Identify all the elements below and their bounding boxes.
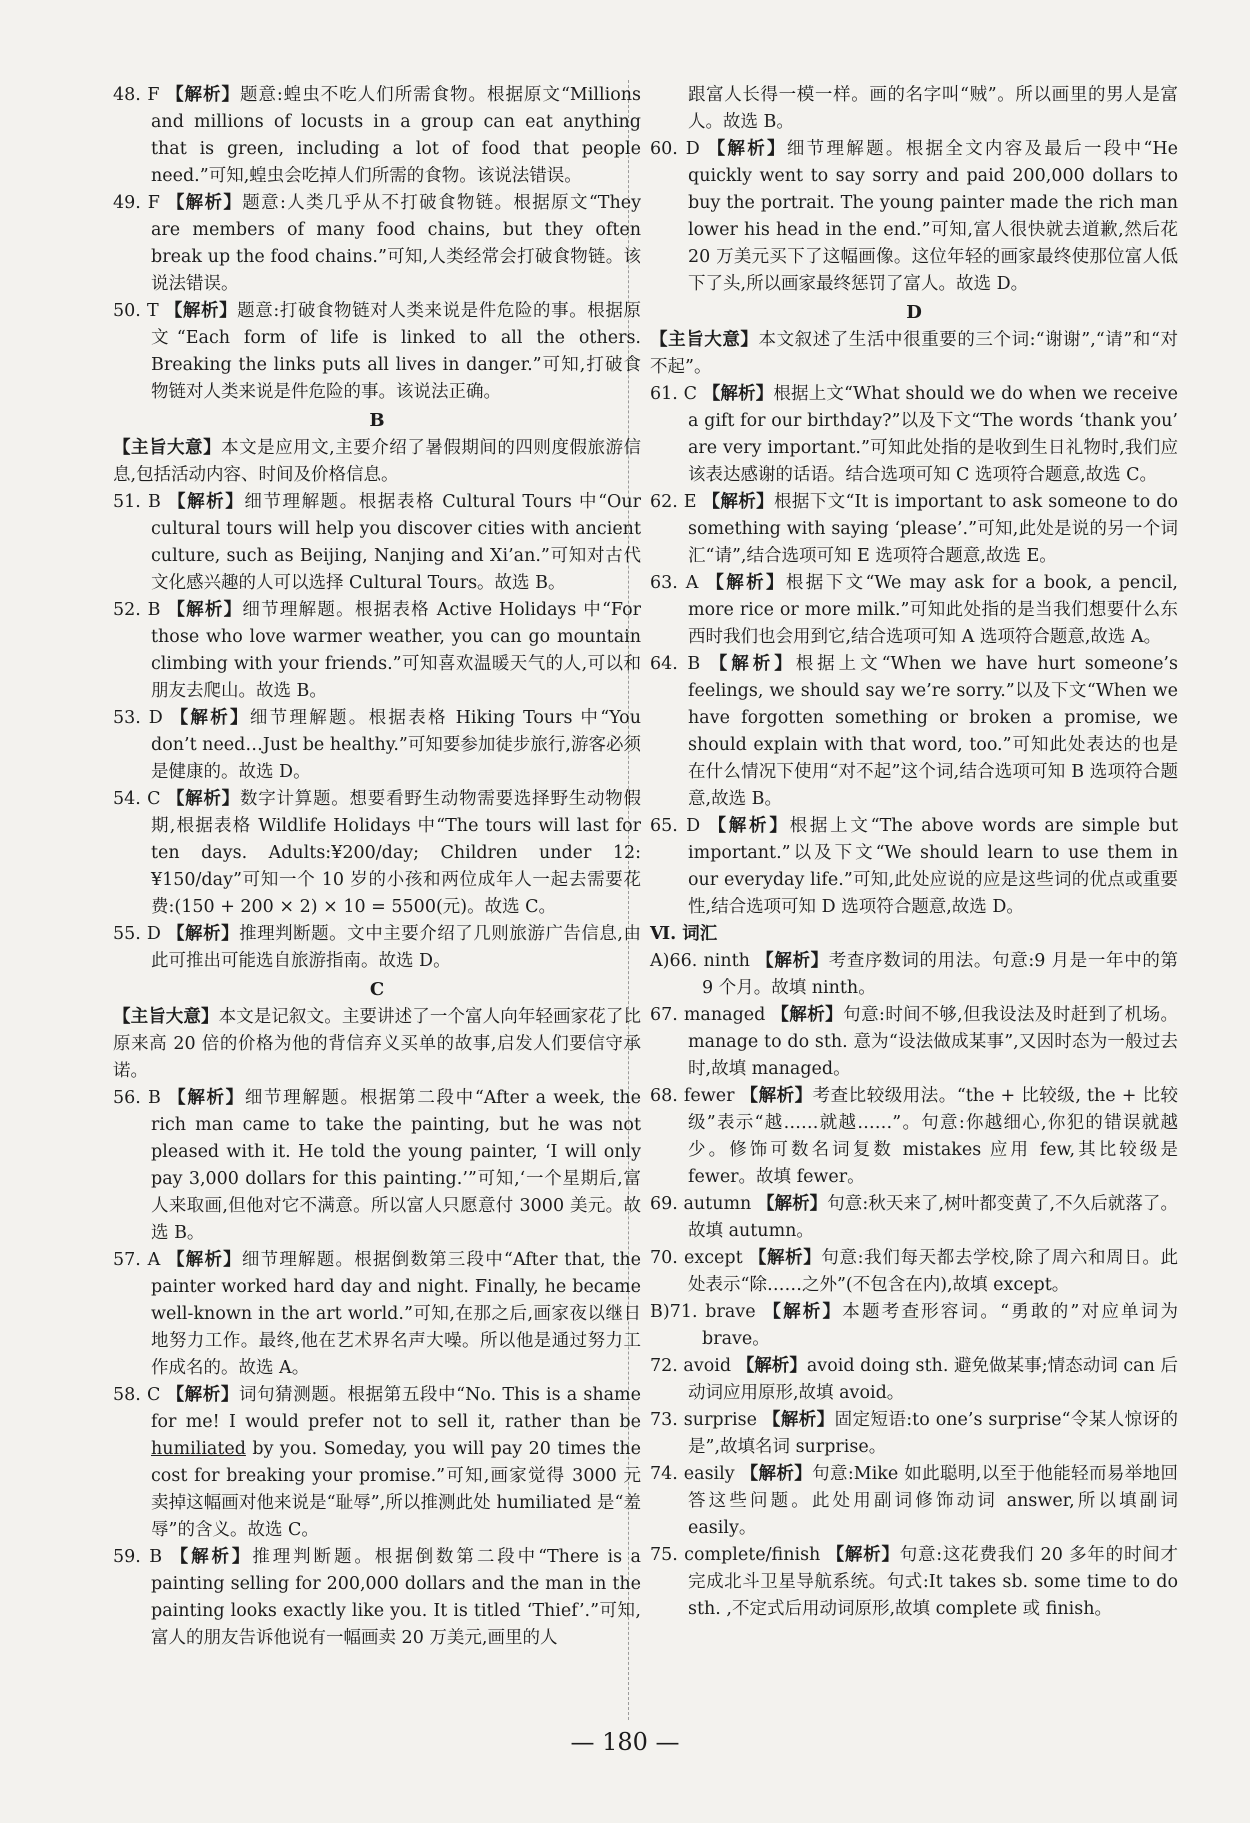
answer-58: 58. C 【解析】词句猜测题。根据第五段中“No. This is a shame for me! I would prefer not to sell it, rather than be humiliated by you. Someday, you will pay 20 times the cost for breaking your promise.”可知,画家觉得 3000 元卖掉这幅画对他来说是“耻辱”,所以推测此处 humiliated 是“羞辱”的含义。故选 C。 xyxy=(113,1385,642,1540)
summary-c: 【主旨大意】本文是记叙文。主要讲述了一个富人向年轻画家花了比原来高 20 倍的价格为他的背信弃义买单的故事,启发人们要信守承诺。 xyxy=(113,1007,642,1081)
section-heading-c: C xyxy=(369,979,385,1000)
answer-48: 48. F 【解析】题意:蝗虫不吃人们所需食物。根据原文“Millions and millions of locusts in a group can eat anything that is green, including a lot of food that people need.”可知,蝗虫会吃掉人们所需的食物。该说法错误。 xyxy=(113,85,641,186)
left-column xyxy=(113,82,641,1652)
answer-57: 57. A 【解析】细节理解题。根据倒数第三段中“After that, the painter worked hard day and night. Finally, he became well-known in the art world.”可知,在那之后,画家夜以继日地努力工作。最终,他在艺术界名声大噪。所以他是通过努力工作成名的。故选 A。 xyxy=(113,1250,641,1378)
answer-56: 56. B 【解析】细节理解题。根据第二段中“After a week, the rich man came to take the painting, but he was not pleased with it. He told the young painter, ‘I will only pay 3,000 dollars for this painting.’”可知,‘一个星期后,富人来取画,但他对它不满意。所以富人只愿意付 3000 美元。故选 B。 xyxy=(113,1088,641,1243)
answer-51: 51. B 【解析】细节理解题。根据表格 Cultural Tours 中“Our cultural tours will help you discover cities with ancient culture, such as Beijing, Nanjing and Xi’an.”可知对古代文化感兴趣的人可以选择 Cultural Tours。故选 B。 xyxy=(113,492,641,593)
answer-65: 65. D 【解析】根据上文“The above words are simple but important.”以及下文“We should learn to use them in our everyday life.”可知,此处应说的应是这些词的优点或重要性,结合选项可知 D 选项符合题意,故选 D。 xyxy=(650,816,1178,917)
summary-b: 【主旨大意】本文是应用文,主要介绍了暑假期间的四则度假旅游信息,包括活动内容、时间及价格信息。 xyxy=(113,438,642,485)
answer-53: 53. D 【解析】细节理解题。根据表格 Hiking Tours 中“You don’t need…Just be healthy.”可知要参加徒步旅行,游客必须是健康的。故选 D。 xyxy=(113,708,641,782)
section-heading-d: D xyxy=(906,302,922,323)
answer-50: 50. T 【解析】题意:打破食物链对人类来说是件危险的事。根据原文“Each form of life is linked to all the others. Breaking the links puts all lives in danger.”可知,打破食物链对人类来说是件危险的事。该说法正确。 xyxy=(113,301,641,402)
answer-69: 69. autumn 【解析】句意:秋天来了,树叶都变黄了,不久后就落了。故填 autumn。 xyxy=(650,1194,1178,1241)
answer-61: 61. C 【解析】根据上文“What should we do when we receive a gift for our birthday?”以及下文“The words ‘thank you’ are very important.”可知此处指的是收到生日礼物时,我们应该表达感谢的话语。结合选项可知 C 选项符合题意,故选 C。 xyxy=(650,384,1178,485)
underlined-word: humiliated xyxy=(151,1439,246,1459)
section-title-vocabulary: Ⅵ. 词汇 xyxy=(650,924,718,944)
answer-62: 62. E 【解析】根据下文“It is important to ask someone to do something with saying ‘please’.”可知,此处是说的另一个词汇“请”,结合选项可知 E 选项符合题意,故选 E。 xyxy=(650,492,1179,566)
answer-72: 72. avoid 【解析】avoid doing sth. 避免做某事;情态动词 can 后动词应用原形,故填 avoid。 xyxy=(650,1356,1178,1403)
answer-70: 70. except 【解析】句意:我们每天都去学校,除了周六和周日。此处表示“除……之外”(不包含在内),故填 except。 xyxy=(650,1248,1178,1295)
page-number: — 180 — xyxy=(570,1728,680,1756)
answer-73: 73. surprise 【解析】固定短语:to one’s surprise“令某人惊讶的是”,故填名词 surprise。 xyxy=(650,1410,1178,1457)
answer-63: 63. A 【解析】根据下文“We may ask for a book, a pencil, more rice or more milk.”可知此处指的是当我们想要什么东西时我们也会用到它,结合选项可知 A 选项符合题意,故选 A。 xyxy=(650,573,1178,647)
answer-68: 68. fewer 【解析】考查比较级用法。“the + 比较级, the + 比较级”表示“越……就越……”。句意:你越细心,你犯的错误就越少。修饰可数名词复数 mistakes 应用 few,其比较级是 fewer。故填 fewer。 xyxy=(650,1086,1178,1187)
answer-54: 54. C 【解析】数字计算题。想要看野生动物需要选择野生动物假期,根据表格 Wildlife Holidays 中“The tours will last for ten days. Adults:¥200/day; Children under 12:¥150/day”可知一个 10 岁的小孩和两位成年人一起去需要花费:(150 + 200 × 2) × 10 = 5500(元)。故选 C。 xyxy=(113,789,641,917)
summary-d: 【主旨大意】本文叙述了生活中很重要的三个词:“谢谢”,“请”和“对不起”。 xyxy=(650,330,1178,377)
answer-64: 64. B 【解析】根据上文“When we have hurt someone’s feelings, we should say we’re sorry.”以及下文“When we have forgotten something or broken a promise, we should explain with that word, too.”可知此处表达的也是在什么情况下使用“对不起”这个词,结合选项可知 B 选项符合题意,故选 B。 xyxy=(650,654,1178,809)
answer-67: 67. managed 【解析】句意:时间不够,但我设法及时赶到了机场。manage to do sth. 意为“设法做成某事”,又因时态为一般过去时,故填 managed。 xyxy=(650,1005,1179,1079)
answer-59: 59. B 【解析】推理判断题。根据倒数第二段中“There is a painting selling for 200,000 dollars and the man in the painting looks exactly like you. It is titled ‘Thief’.”可知,富人的朋友告诉他说有一幅画卖 20 万美元,画里的人 xyxy=(113,1547,641,1648)
section-heading-b: B xyxy=(369,410,385,431)
answer-66: A)66. ninth 【解析】考查序数词的用法。句意:9 月是一年中的第 9 个月。故填 ninth。 xyxy=(650,951,1178,998)
answer-60: 60. D 【解析】细节理解题。根据全文内容及最后一段中“He quickly went to say sorry and paid 200,000 dollars to buy the portrait. The young painter made the rich man lower his head in the end.”可知,富人很快就去道歉,然后花 20 万美元买下了这幅画像。这位年轻的画家最终使那位富人低下了头,所以画家最终惩罚了富人。故选 D。 xyxy=(650,139,1178,294)
answer-55: 55. D 【解析】推理判断题。文中主要介绍了几则旅游广告信息,由此可推出可能选自旅游指南。故选 D。 xyxy=(113,924,641,971)
answer-59-continued: 跟富人长得一模一样。画的名字叫“贼”。所以画里的男人是富人。故选 B。 xyxy=(688,85,1178,132)
right-column xyxy=(650,82,1178,1623)
answer-71: B)71. brave 【解析】本题考查形容词。“勇敢的”对应单词为 brave。 xyxy=(650,1302,1178,1349)
answer-75: 75. complete/finish 【解析】句意:这花费我们 20 多年的时间才完成北斗卫星导航系统。句式:It takes sb. some time to do sth. ,不定式后用动词原形,故填 complete 或 finish。 xyxy=(650,1545,1178,1619)
answer-52: 52. B 【解析】细节理解题。根据表格 Active Holidays 中“For those who love warmer weather, you can go mountain climbing with your friends.”可知喜欢温暖天气的人,可以和朋友去爬山。故选 B。 xyxy=(113,600,641,701)
answer-74: 74. easily 【解析】句意:Mike 如此聪明,以至于他能轻而易举地回答这些问题。此处用副词修饰动词 answer,所以填副词 easily。 xyxy=(650,1464,1179,1538)
answer-49: 49. F 【解析】题意:人类几乎从不打破食物链。根据原文“They are members of many food chains, but they often break up the food chains.”可知,人类经常会打破食物链。该说法错误。 xyxy=(113,193,641,294)
